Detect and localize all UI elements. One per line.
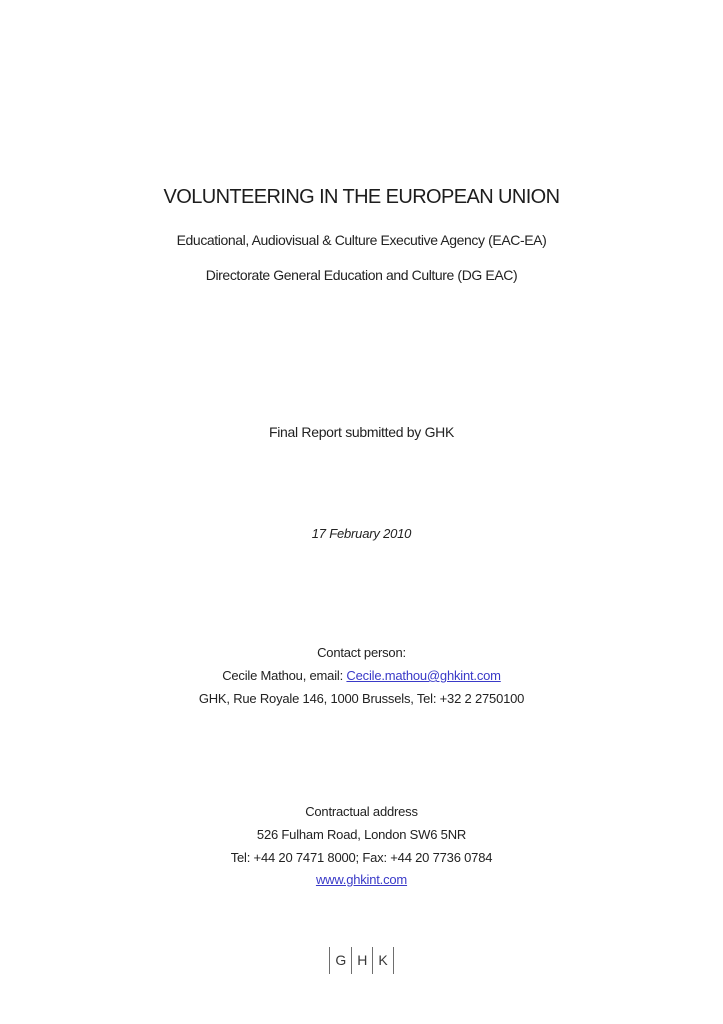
contractual-address-line: 526 Fulham Road, London SW6 5NR bbox=[256, 827, 467, 842]
contact-email-line bbox=[0, 669, 723, 684]
logo-letter-k: K bbox=[378, 952, 388, 968]
page-title: VOLUNTEERING IN THE EUROPEAN UNION bbox=[163, 186, 560, 208]
directorate-subtitle: Directorate General Education and Culture (DG EAC) bbox=[205, 267, 518, 283]
contact-email-prefix: Cecile Mathou, email: bbox=[222, 668, 347, 683]
contact-person-heading: Contact person: bbox=[317, 645, 406, 660]
logo-bar bbox=[393, 947, 394, 974]
website-line bbox=[0, 873, 723, 888]
report-date: 17 February 2010 bbox=[311, 526, 412, 541]
website-link[interactable]: www.ghkint.com bbox=[315, 872, 408, 887]
logo-letter-h: H bbox=[357, 952, 368, 968]
agency-subtitle: Educational, Audiovisual & Culture Executive Agency (EAC-EA) bbox=[176, 232, 547, 248]
report-submission-line: Final Report submitted by GHK bbox=[268, 424, 455, 440]
contractual-address-heading: Contractual address bbox=[305, 804, 418, 819]
ghk-logo-lockup bbox=[329, 947, 393, 974]
email-link[interactable]: Cecile.mathou@ghkint.com bbox=[346, 668, 501, 683]
contractual-phone-line: Tel: +44 20 7471 8000; Fax: +44 20 7736 0784 bbox=[230, 850, 493, 865]
contact-address-line: GHK, Rue Royale 146, 1000 Brussels, Tel: +32 2 2750100 bbox=[198, 691, 525, 706]
ghk-logo bbox=[0, 947, 723, 974]
logo-letter-g: G bbox=[335, 952, 347, 968]
